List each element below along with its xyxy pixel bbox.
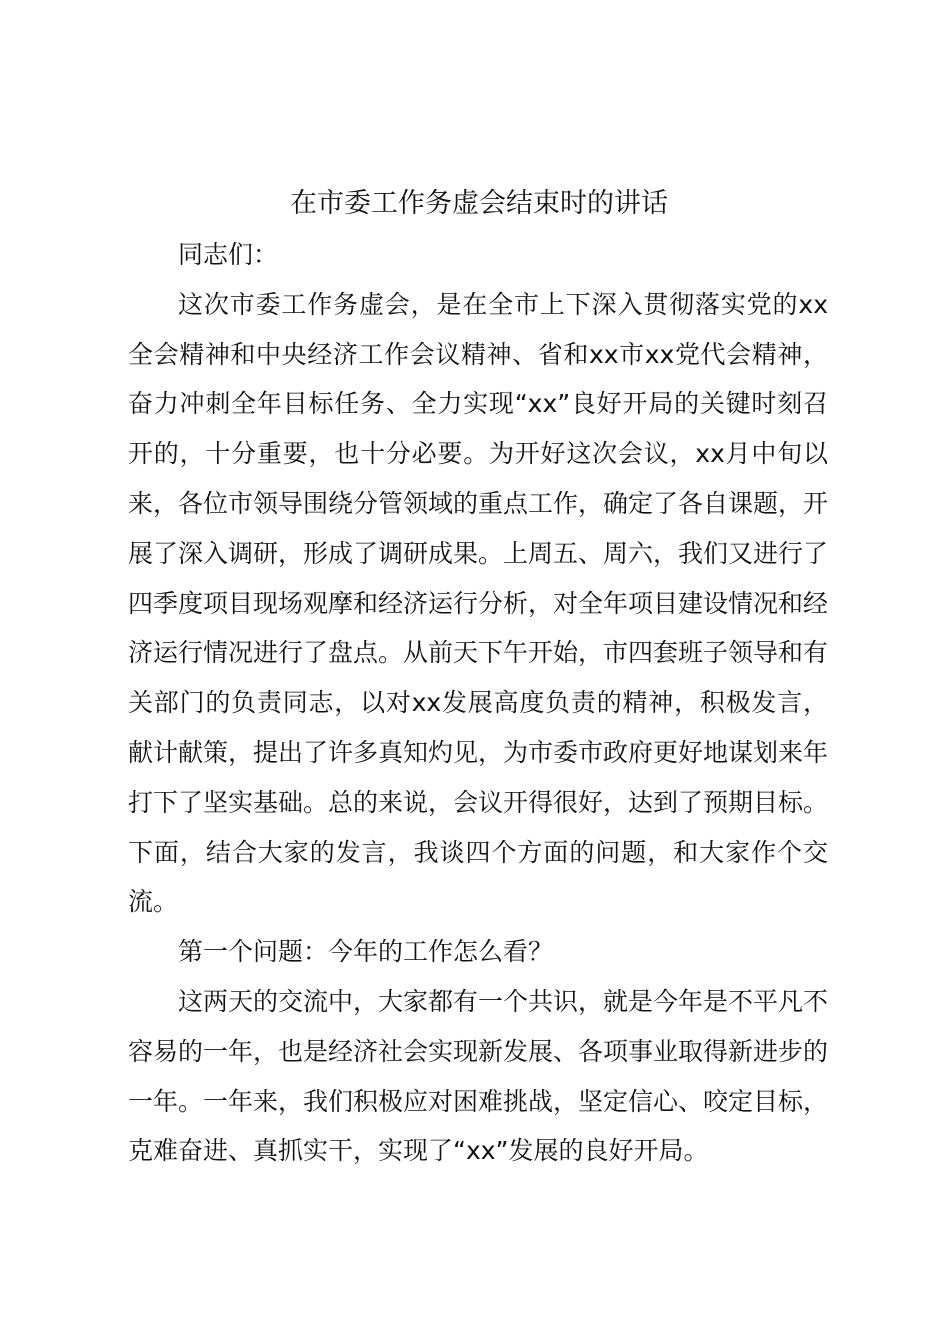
body-paragraph: 这两天的交流中，大家都有一个共识，就是今年是不平凡不容易的一年，也是经济社会实现新发展、各项事业取得新进步的一年。一年来，我们积极应对困难挑战，坚定信心、咬定目标，克难奋进、真抓实干，实现了“xx”发展的良好开局。 bbox=[128, 986, 829, 1166]
document-title: 在市委工作务虚会结束时的讲话 bbox=[290, 188, 668, 219]
section-heading: 第一个问题：今年的工作怎么看？ bbox=[178, 937, 554, 967]
document-body bbox=[128, 230, 828, 1176]
body-paragraph: 这次市委工作务虚会，是在全市上下深入贯彻落实党的xx全会精神和中央经济工作会议精神、省和xx市xx党代会精神，奋力冲刺全年目标任务、全力实现“xx”良好开局的关键时刻召开的，十分重要，也十分必要。为开好这次会议，xx月中旬以来，各位市领导围绕分管领域的重点工作，确定了各自课题，开展了深入调研，形成了调研成果。上周五、周六，我们又进行了四季度项目现场观摩和经济运行分析，对全年项目建设情况和经济运行情况进行了盘点。从前天下午开始，市四套班子领导和有关部门的负责同志，以对xx发展高度负责的精神，积极发言，献计献策，提出了许多真知灼见，为市委市政府更好地谋划来年打下了坚实基础。总的来说，会议开得很好，达到了预期目标。下面，结合大家的发言，我谈四个方面的问题，和大家作个交流。 bbox=[128, 289, 829, 917]
salutation-paragraph: 同志们： bbox=[178, 240, 279, 269]
